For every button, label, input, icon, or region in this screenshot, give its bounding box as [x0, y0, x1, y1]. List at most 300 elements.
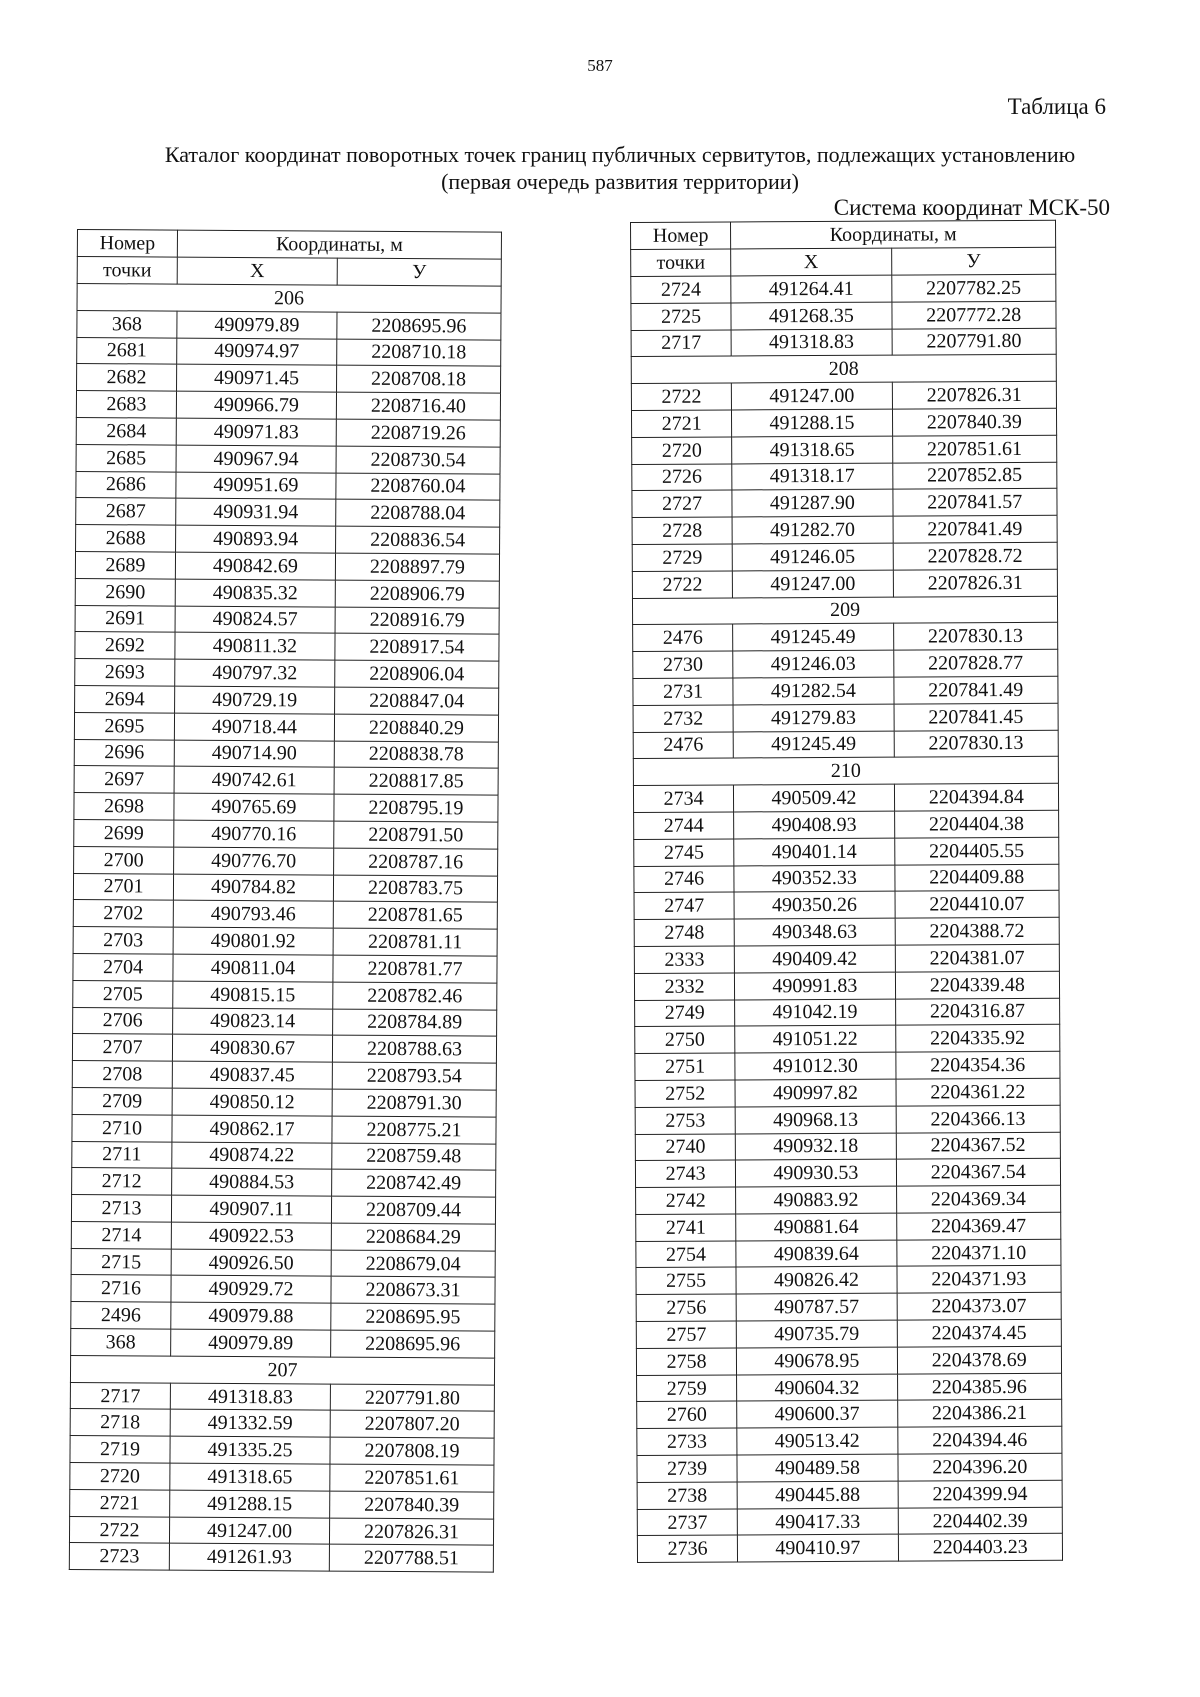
- y-coordinate-cell: 2204316.87: [895, 998, 1060, 1026]
- x-coordinate-cell: 490930.53: [736, 1159, 896, 1187]
- x-coordinate-cell: 490776.70: [174, 847, 334, 875]
- table-row: [633, 623, 1058, 652]
- table-row: [70, 1382, 494, 1411]
- x-coordinate-cell: 490862.17: [172, 1115, 332, 1143]
- point-number-cell: 2695: [74, 712, 174, 739]
- table-row: [633, 703, 1058, 732]
- group-row: [77, 284, 501, 313]
- table-row: [634, 891, 1059, 920]
- table-row: [631, 301, 1056, 330]
- group-row: [632, 596, 1057, 625]
- point-number-cell: 2743: [635, 1160, 735, 1187]
- point-number-cell: 2721: [70, 1489, 170, 1516]
- table-row: [72, 1061, 496, 1090]
- y-coordinate-cell: 2204381.07: [895, 944, 1060, 972]
- point-number-cell: 2723: [69, 1543, 169, 1570]
- y-coordinate-cell: 2208679.04: [331, 1250, 495, 1278]
- x-coordinate-cell: 490765.69: [174, 793, 334, 821]
- table-row: [636, 1266, 1061, 1295]
- x-coordinate-cell: 490823.14: [173, 1008, 333, 1036]
- point-number-cell: 2689: [75, 551, 175, 578]
- table-row: [637, 1507, 1062, 1536]
- y-coordinate-cell: 2204394.84: [894, 783, 1059, 811]
- y-coordinate-cell: 2208787.16: [334, 848, 498, 876]
- title-line-1: Каталог координат поворотных точек границ публичных сервитутов, подлежащих установлению: [164, 142, 1076, 167]
- y-coordinate-cell: 2207826.31: [893, 569, 1058, 597]
- y-coordinate-cell: 2204403.23: [898, 1534, 1063, 1562]
- y-coordinate-cell: 2207791.80: [892, 328, 1057, 356]
- point-number-cell: 2685: [76, 444, 176, 471]
- table-row: [76, 444, 500, 473]
- point-number-cell: 2693: [75, 659, 175, 686]
- y-coordinate-cell: 2204404.38: [894, 810, 1059, 838]
- y-coordinate-cell: 2208695.95: [331, 1303, 495, 1331]
- point-number-cell: 2688: [76, 525, 176, 552]
- table-row: [635, 1159, 1060, 1188]
- point-number-cell: 2719: [70, 1436, 170, 1463]
- table-row: [74, 819, 498, 848]
- y-coordinate-cell: 2204402.39: [898, 1507, 1063, 1535]
- point-number-cell: 2750: [635, 1026, 735, 1053]
- table-row: [637, 1534, 1062, 1563]
- group-label: 206: [77, 284, 501, 313]
- y-coordinate-cell: 2207840.39: [330, 1491, 494, 1519]
- x-coordinate-cell: 490971.45: [177, 365, 337, 393]
- x-coordinate-cell: 490401.14: [734, 838, 894, 866]
- title-line-2: (первая очередь развития территории): [441, 169, 799, 194]
- point-number-cell: 2721: [631, 410, 731, 437]
- x-coordinate-cell: 490979.89: [171, 1329, 331, 1357]
- y-coordinate-cell: 2208906.04: [335, 660, 499, 688]
- x-coordinate-cell: 491247.00: [169, 1517, 329, 1545]
- y-coordinate-cell: 2208695.96: [331, 1330, 495, 1358]
- x-coordinate-cell: 491247.00: [732, 382, 892, 410]
- group-label: 210: [633, 757, 1058, 786]
- x-coordinate-cell: 491318.83: [170, 1383, 330, 1411]
- y-coordinate-cell: 2208916.79: [335, 607, 499, 635]
- x-coordinate-cell: 490735.79: [736, 1320, 896, 1348]
- x-coordinate-cell: 490350.26: [734, 891, 894, 919]
- table-row: [77, 337, 501, 366]
- y-coordinate-cell: 2207828.77: [893, 649, 1058, 677]
- y-coordinate-cell: 2204369.34: [896, 1185, 1061, 1213]
- table-row: [76, 525, 500, 554]
- y-coordinate-cell: 2207791.80: [330, 1384, 494, 1412]
- point-number-cell: 2706: [73, 1007, 173, 1034]
- table-row: [635, 998, 1060, 1027]
- header-x: X: [177, 257, 337, 285]
- y-coordinate-cell: 2204371.93: [897, 1266, 1062, 1294]
- y-coordinate-cell: 2208781.65: [333, 901, 497, 929]
- y-coordinate-cell: 2207851.61: [892, 435, 1057, 463]
- x-coordinate-cell: 491279.83: [733, 704, 893, 732]
- x-coordinate-cell: 490742.61: [174, 766, 334, 794]
- y-coordinate-cell: 2208709.44: [331, 1196, 495, 1224]
- table-row: [635, 1078, 1060, 1107]
- point-number-cell: 2684: [76, 417, 176, 444]
- table-row: [632, 515, 1057, 544]
- document-title: [100, 141, 1140, 195]
- y-coordinate-cell: 2208817.85: [334, 767, 498, 795]
- point-number-cell: 2716: [71, 1275, 171, 1302]
- point-number-cell: 2726: [632, 464, 732, 491]
- point-number-cell: 2712: [72, 1168, 172, 1195]
- x-coordinate-cell: 490445.88: [737, 1481, 897, 1509]
- table-body-right: [631, 274, 1063, 1562]
- y-coordinate-cell: 2208775.21: [332, 1116, 496, 1144]
- table-row: [637, 1373, 1062, 1402]
- coordinates-table-right: [630, 220, 1063, 1563]
- x-coordinate-cell: 490835.32: [175, 579, 335, 607]
- x-coordinate-cell: 491245.49: [733, 623, 893, 651]
- x-coordinate-cell: 490770.16: [174, 820, 334, 848]
- point-number-cell: 2729: [632, 544, 732, 571]
- y-coordinate-cell: 2204367.54: [896, 1159, 1061, 1187]
- header-coordinates: Координаты, м: [177, 230, 501, 259]
- table-label: Таблица 6: [1007, 94, 1106, 119]
- x-coordinate-cell: 490489.58: [737, 1454, 897, 1482]
- table-row: [634, 917, 1059, 946]
- table-row: [636, 1185, 1061, 1214]
- point-number-cell: 2748: [634, 919, 734, 946]
- y-coordinate-cell: 2204385.96: [897, 1373, 1062, 1401]
- y-coordinate-cell: 2208742.49: [332, 1169, 496, 1197]
- x-coordinate-cell: 490842.69: [175, 552, 335, 580]
- point-number-cell: 2733: [637, 1428, 737, 1455]
- point-number-cell: 2745: [634, 839, 734, 866]
- table-row: [632, 489, 1057, 518]
- table-row: [75, 659, 499, 688]
- y-coordinate-cell: 2207841.57: [892, 489, 1057, 517]
- y-coordinate-cell: 2204399.94: [898, 1480, 1063, 1508]
- point-number-cell: 2722: [632, 571, 732, 598]
- table-row: [75, 632, 499, 661]
- table-row: [632, 435, 1057, 464]
- point-number-cell: 368: [71, 1329, 171, 1356]
- x-coordinate-cell: 491318.83: [731, 329, 891, 357]
- y-coordinate-cell: 2208782.46: [333, 982, 497, 1010]
- table-row: [70, 1436, 494, 1465]
- x-coordinate-cell: 490678.95: [737, 1347, 897, 1375]
- y-coordinate-cell: 2204367.52: [896, 1132, 1061, 1160]
- table-row: [637, 1427, 1062, 1456]
- y-coordinate-cell: 2204361.22: [896, 1078, 1061, 1106]
- x-coordinate-cell: 491246.03: [733, 650, 893, 678]
- y-coordinate-cell: 2208716.40: [336, 392, 500, 420]
- x-coordinate-cell: 490967.94: [176, 445, 336, 473]
- point-number-cell: 2710: [72, 1114, 172, 1141]
- x-coordinate-cell: 490830.67: [172, 1034, 332, 1062]
- header-point-number-line2: точки: [77, 257, 177, 285]
- y-coordinate-cell: 2208836.54: [336, 526, 500, 554]
- table-row: [631, 274, 1056, 303]
- y-coordinate-cell: 2204410.07: [895, 891, 1060, 919]
- x-coordinate-cell: 490926.50: [171, 1249, 331, 1277]
- table-row: [635, 1051, 1060, 1080]
- table-row: [73, 953, 497, 982]
- point-number-cell: 2737: [637, 1509, 737, 1536]
- point-number-cell: 2734: [633, 785, 733, 812]
- y-coordinate-cell: 2204366.13: [896, 1105, 1061, 1133]
- x-coordinate-cell: 491282.54: [733, 677, 893, 705]
- x-coordinate-cell: 491051.22: [735, 1025, 895, 1053]
- point-number-cell: 2759: [637, 1375, 737, 1402]
- point-number-cell: 2746: [634, 865, 734, 892]
- point-number-cell: 2727: [632, 490, 732, 517]
- x-coordinate-cell: 490931.94: [176, 498, 336, 526]
- point-number-cell: 2700: [74, 846, 174, 873]
- table-row: [71, 1195, 495, 1224]
- point-number-cell: 2739: [637, 1455, 737, 1482]
- table-row: [71, 1302, 495, 1331]
- point-number-cell: 2699: [74, 819, 174, 846]
- y-coordinate-cell: 2208917.54: [335, 633, 499, 661]
- x-coordinate-cell: 490600.37: [737, 1401, 897, 1429]
- x-coordinate-cell: 491268.35: [731, 302, 891, 330]
- y-coordinate-cell: 2204354.36: [895, 1051, 1060, 1079]
- y-coordinate-cell: 2208719.26: [336, 419, 500, 447]
- x-coordinate-cell: 491264.41: [731, 275, 891, 303]
- point-number-cell: 2686: [76, 471, 176, 498]
- x-coordinate-cell: 490729.19: [175, 686, 335, 714]
- table-row: [69, 1516, 493, 1545]
- header-point-number-line1: Номер: [631, 222, 731, 250]
- table-row: [74, 712, 498, 741]
- table-row: [636, 1212, 1061, 1241]
- point-number-cell: 2738: [637, 1482, 737, 1509]
- y-coordinate-cell: 2208791.50: [334, 821, 498, 849]
- y-coordinate-cell: 2207840.39: [892, 408, 1057, 436]
- table-row: [73, 900, 497, 929]
- point-number-cell: 2496: [71, 1302, 171, 1329]
- x-coordinate-cell: 491287.90: [732, 490, 892, 518]
- x-coordinate-cell: 490513.42: [737, 1427, 897, 1455]
- table-row: [74, 793, 498, 822]
- table-row: [633, 730, 1058, 759]
- y-coordinate-cell: 2208788.04: [336, 499, 500, 527]
- table-row: [70, 1463, 494, 1492]
- table-row: [70, 1489, 494, 1518]
- point-number-cell: 368: [77, 310, 177, 337]
- x-coordinate-cell: 491245.49: [733, 731, 893, 759]
- point-number-cell: 2476: [633, 732, 733, 759]
- header-y: У: [891, 247, 1056, 275]
- table-row: [634, 837, 1059, 866]
- table-row: [76, 471, 500, 500]
- table-row: [74, 766, 498, 795]
- point-number-cell: 2694: [75, 685, 175, 712]
- table-row: [71, 1329, 495, 1358]
- y-coordinate-cell: 2208730.54: [336, 446, 500, 474]
- x-coordinate-cell: 490881.64: [736, 1213, 896, 1241]
- point-number-cell: 2722: [69, 1516, 169, 1543]
- table-row: [637, 1400, 1062, 1429]
- group-label: 207: [70, 1355, 494, 1384]
- point-number-cell: 2697: [74, 766, 174, 793]
- x-coordinate-cell: 490348.63: [734, 918, 894, 946]
- x-coordinate-cell: 490979.88: [171, 1302, 331, 1330]
- y-coordinate-cell: 2204339.48: [895, 971, 1060, 999]
- point-number-cell: 2692: [75, 632, 175, 659]
- table-row: [631, 381, 1056, 410]
- y-coordinate-cell: 2204371.10: [896, 1239, 1061, 1267]
- y-coordinate-cell: 2207830.13: [894, 730, 1059, 758]
- y-coordinate-cell: 2208781.77: [333, 955, 497, 983]
- x-coordinate-cell: 490408.93: [734, 811, 894, 839]
- y-coordinate-cell: 2204374.45: [897, 1319, 1062, 1347]
- y-coordinate-cell: 2204405.55: [894, 837, 1059, 865]
- x-coordinate-cell: 490352.33: [734, 865, 894, 893]
- x-coordinate-cell: 490826.42: [736, 1267, 896, 1295]
- x-coordinate-cell: 491282.70: [732, 516, 892, 544]
- y-coordinate-cell: 2208783.75: [333, 875, 497, 903]
- point-number-cell: 2732: [633, 705, 733, 732]
- y-coordinate-cell: 2207808.19: [330, 1437, 494, 1465]
- y-coordinate-cell: 2204369.47: [896, 1212, 1061, 1240]
- table-row: [633, 676, 1058, 705]
- group-label: 209: [632, 596, 1057, 625]
- x-coordinate-cell: 491247.00: [733, 570, 893, 598]
- point-number-cell: 2709: [72, 1087, 172, 1114]
- table-row: [71, 1275, 495, 1304]
- table-row: [71, 1221, 495, 1250]
- x-coordinate-cell: 490974.97: [177, 338, 337, 366]
- table-row: [635, 1105, 1060, 1134]
- table-row: [636, 1346, 1061, 1375]
- table-row: [631, 328, 1056, 357]
- table-row: [632, 569, 1057, 598]
- table-row: [76, 498, 500, 527]
- x-coordinate-cell: 490951.69: [176, 472, 336, 500]
- table-row: [634, 810, 1059, 839]
- x-coordinate-cell: 491318.65: [170, 1463, 330, 1491]
- x-coordinate-cell: 490784.82: [173, 874, 333, 902]
- x-coordinate-cell: 490893.94: [176, 525, 336, 553]
- y-coordinate-cell: 2204378.69: [897, 1346, 1062, 1374]
- y-coordinate-cell: 2204396.20: [898, 1453, 1063, 1481]
- x-coordinate-cell: 491042.19: [735, 999, 895, 1027]
- point-number-cell: 2736: [637, 1535, 737, 1562]
- x-coordinate-cell: 490410.97: [738, 1535, 898, 1563]
- coordinate-system-label: Система координат МСК-50: [833, 195, 1110, 220]
- table-row: [634, 864, 1059, 893]
- table-row: [634, 971, 1059, 1000]
- x-coordinate-cell: 490907.11: [171, 1195, 331, 1223]
- point-number-cell: 2754: [636, 1241, 736, 1268]
- y-coordinate-cell: 2208760.04: [336, 473, 500, 501]
- table-row: [73, 873, 497, 902]
- header-point-number-line2: точки: [631, 249, 731, 277]
- x-coordinate-cell: 490409.42: [735, 945, 895, 973]
- table-row: [69, 1543, 493, 1572]
- point-number-cell: 2698: [74, 793, 174, 820]
- point-number-cell: 2707: [72, 1034, 172, 1061]
- x-coordinate-cell: 490718.44: [174, 713, 334, 741]
- table-row: [76, 417, 500, 446]
- table-row: [637, 1480, 1062, 1509]
- point-number-cell: 2683: [76, 391, 176, 418]
- x-coordinate-cell: 490793.46: [173, 900, 333, 928]
- y-coordinate-cell: 2208788.63: [332, 1035, 496, 1063]
- group-row: [633, 757, 1058, 786]
- point-number-cell: 2718: [70, 1409, 170, 1436]
- point-number-cell: 2696: [74, 739, 174, 766]
- table-row: [75, 551, 499, 580]
- point-number-cell: 2730: [633, 651, 733, 678]
- y-coordinate-cell: 2207841.49: [893, 676, 1058, 704]
- point-number-cell: 2690: [75, 578, 175, 605]
- point-number-cell: 2691: [75, 605, 175, 632]
- x-coordinate-cell: 490839.64: [736, 1240, 896, 1268]
- y-coordinate-cell: 2208838.78: [334, 741, 498, 769]
- x-coordinate-cell: 491332.59: [170, 1410, 330, 1438]
- y-coordinate-cell: 2207841.49: [893, 515, 1058, 543]
- point-number-cell: 2713: [71, 1195, 171, 1222]
- x-coordinate-cell: 490971.83: [176, 418, 336, 446]
- x-coordinate-cell: 490922.53: [171, 1222, 331, 1250]
- table-row: [73, 1007, 497, 1036]
- y-coordinate-cell: 2207851.61: [330, 1464, 494, 1492]
- x-coordinate-cell: 490932.18: [735, 1133, 895, 1161]
- y-coordinate-cell: 2208710.18: [337, 339, 501, 367]
- point-number-cell: 2476: [633, 624, 733, 651]
- table-row: [634, 944, 1059, 973]
- x-coordinate-cell: 491288.15: [732, 409, 892, 437]
- y-coordinate-cell: 2208793.54: [332, 1062, 496, 1090]
- point-number-cell: 2682: [77, 364, 177, 391]
- point-number-cell: 2757: [636, 1321, 736, 1348]
- point-number-cell: 2722: [631, 383, 731, 410]
- x-coordinate-cell: 491335.25: [170, 1436, 330, 1464]
- table-row: [73, 927, 497, 956]
- point-number-cell: 2725: [631, 303, 731, 330]
- point-number-cell: 2720: [632, 437, 732, 464]
- x-coordinate-cell: 490604.32: [737, 1374, 897, 1402]
- point-number-cell: 2708: [72, 1061, 172, 1088]
- y-coordinate-cell: 2204373.07: [897, 1293, 1062, 1321]
- group-row: [70, 1355, 494, 1384]
- y-coordinate-cell: 2204388.72: [895, 917, 1060, 945]
- y-coordinate-cell: 2207852.85: [892, 462, 1057, 490]
- header-coordinates: Координаты, м: [731, 220, 1056, 249]
- y-coordinate-cell: 2208906.79: [335, 580, 499, 608]
- x-coordinate-cell: 490824.57: [175, 606, 335, 634]
- point-number-cell: 2747: [634, 892, 734, 919]
- point-number-cell: 2720: [70, 1463, 170, 1490]
- y-coordinate-cell: 2207841.45: [894, 703, 1059, 731]
- table-row: [636, 1319, 1061, 1348]
- y-coordinate-cell: 2204386.21: [897, 1400, 1062, 1428]
- point-number-cell: 2755: [636, 1267, 736, 1294]
- point-number-cell: 2681: [77, 337, 177, 364]
- y-coordinate-cell: 2208684.29: [331, 1223, 495, 1251]
- header-point-number-line1: Номер: [77, 230, 177, 258]
- table-row: [75, 578, 499, 607]
- table-row: [73, 980, 497, 1009]
- x-coordinate-cell: 490811.32: [175, 632, 335, 660]
- header-y: У: [337, 258, 501, 286]
- y-coordinate-cell: 2208795.19: [334, 794, 498, 822]
- x-coordinate-cell: 490837.45: [172, 1061, 332, 1089]
- table-row: [636, 1293, 1061, 1322]
- y-coordinate-cell: 2208847.04: [335, 687, 499, 715]
- point-number-cell: 2741: [636, 1214, 736, 1241]
- y-coordinate-cell: 2207826.31: [892, 381, 1057, 409]
- x-coordinate-cell: 491261.93: [169, 1544, 329, 1572]
- point-number-cell: 2744: [634, 812, 734, 839]
- table-row: [72, 1114, 496, 1143]
- point-number-cell: 2717: [70, 1382, 170, 1409]
